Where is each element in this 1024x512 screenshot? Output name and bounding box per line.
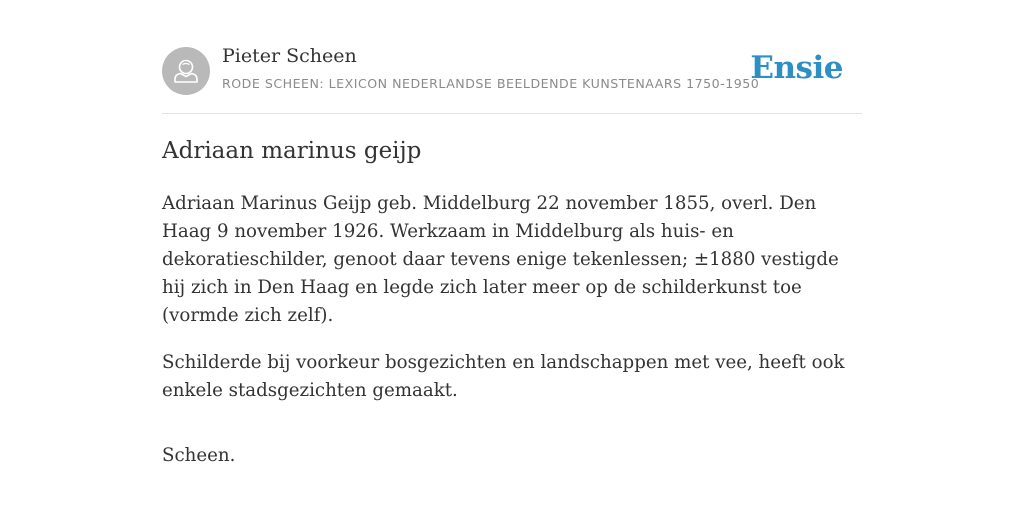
source-title[interactable]: RODE SCHEEN: LEXICON NEDERLANDSE BEELDENDE KUNSTENAARS 1750-1950 [222,76,760,91]
article-title: Adriaan marinus geijp [162,138,422,164]
article-header [162,0,862,114]
article-body [162,190,862,489]
brand-logo[interactable]: Ensie [750,50,843,86]
avatar[interactable] [162,47,210,95]
user-silhouette-icon [162,47,210,95]
article-card [162,0,862,466]
author-name[interactable]: Pieter Scheen [222,45,357,67]
article-signature: Scheen. [162,445,236,466]
article-paragraph: Schilderde bij voorkeur bosgezichten en landschappen met vee, heeft ook enkele stadsgezichten gemaakt. [162,352,845,401]
article-paragraph: Adriaan Marinus Geijp geb. Middelburg 22 november 1855, overl. Den Haag 9 november 1926. Werkzaam in Middelburg als huis- en dekoratieschilder, genoot daar tevens enige tekenlessen; ±1880 vestigde hij zich in Den Haag en legde zich later meer op de schilderkunst toe (vormde zich zelf). [162,193,839,326]
